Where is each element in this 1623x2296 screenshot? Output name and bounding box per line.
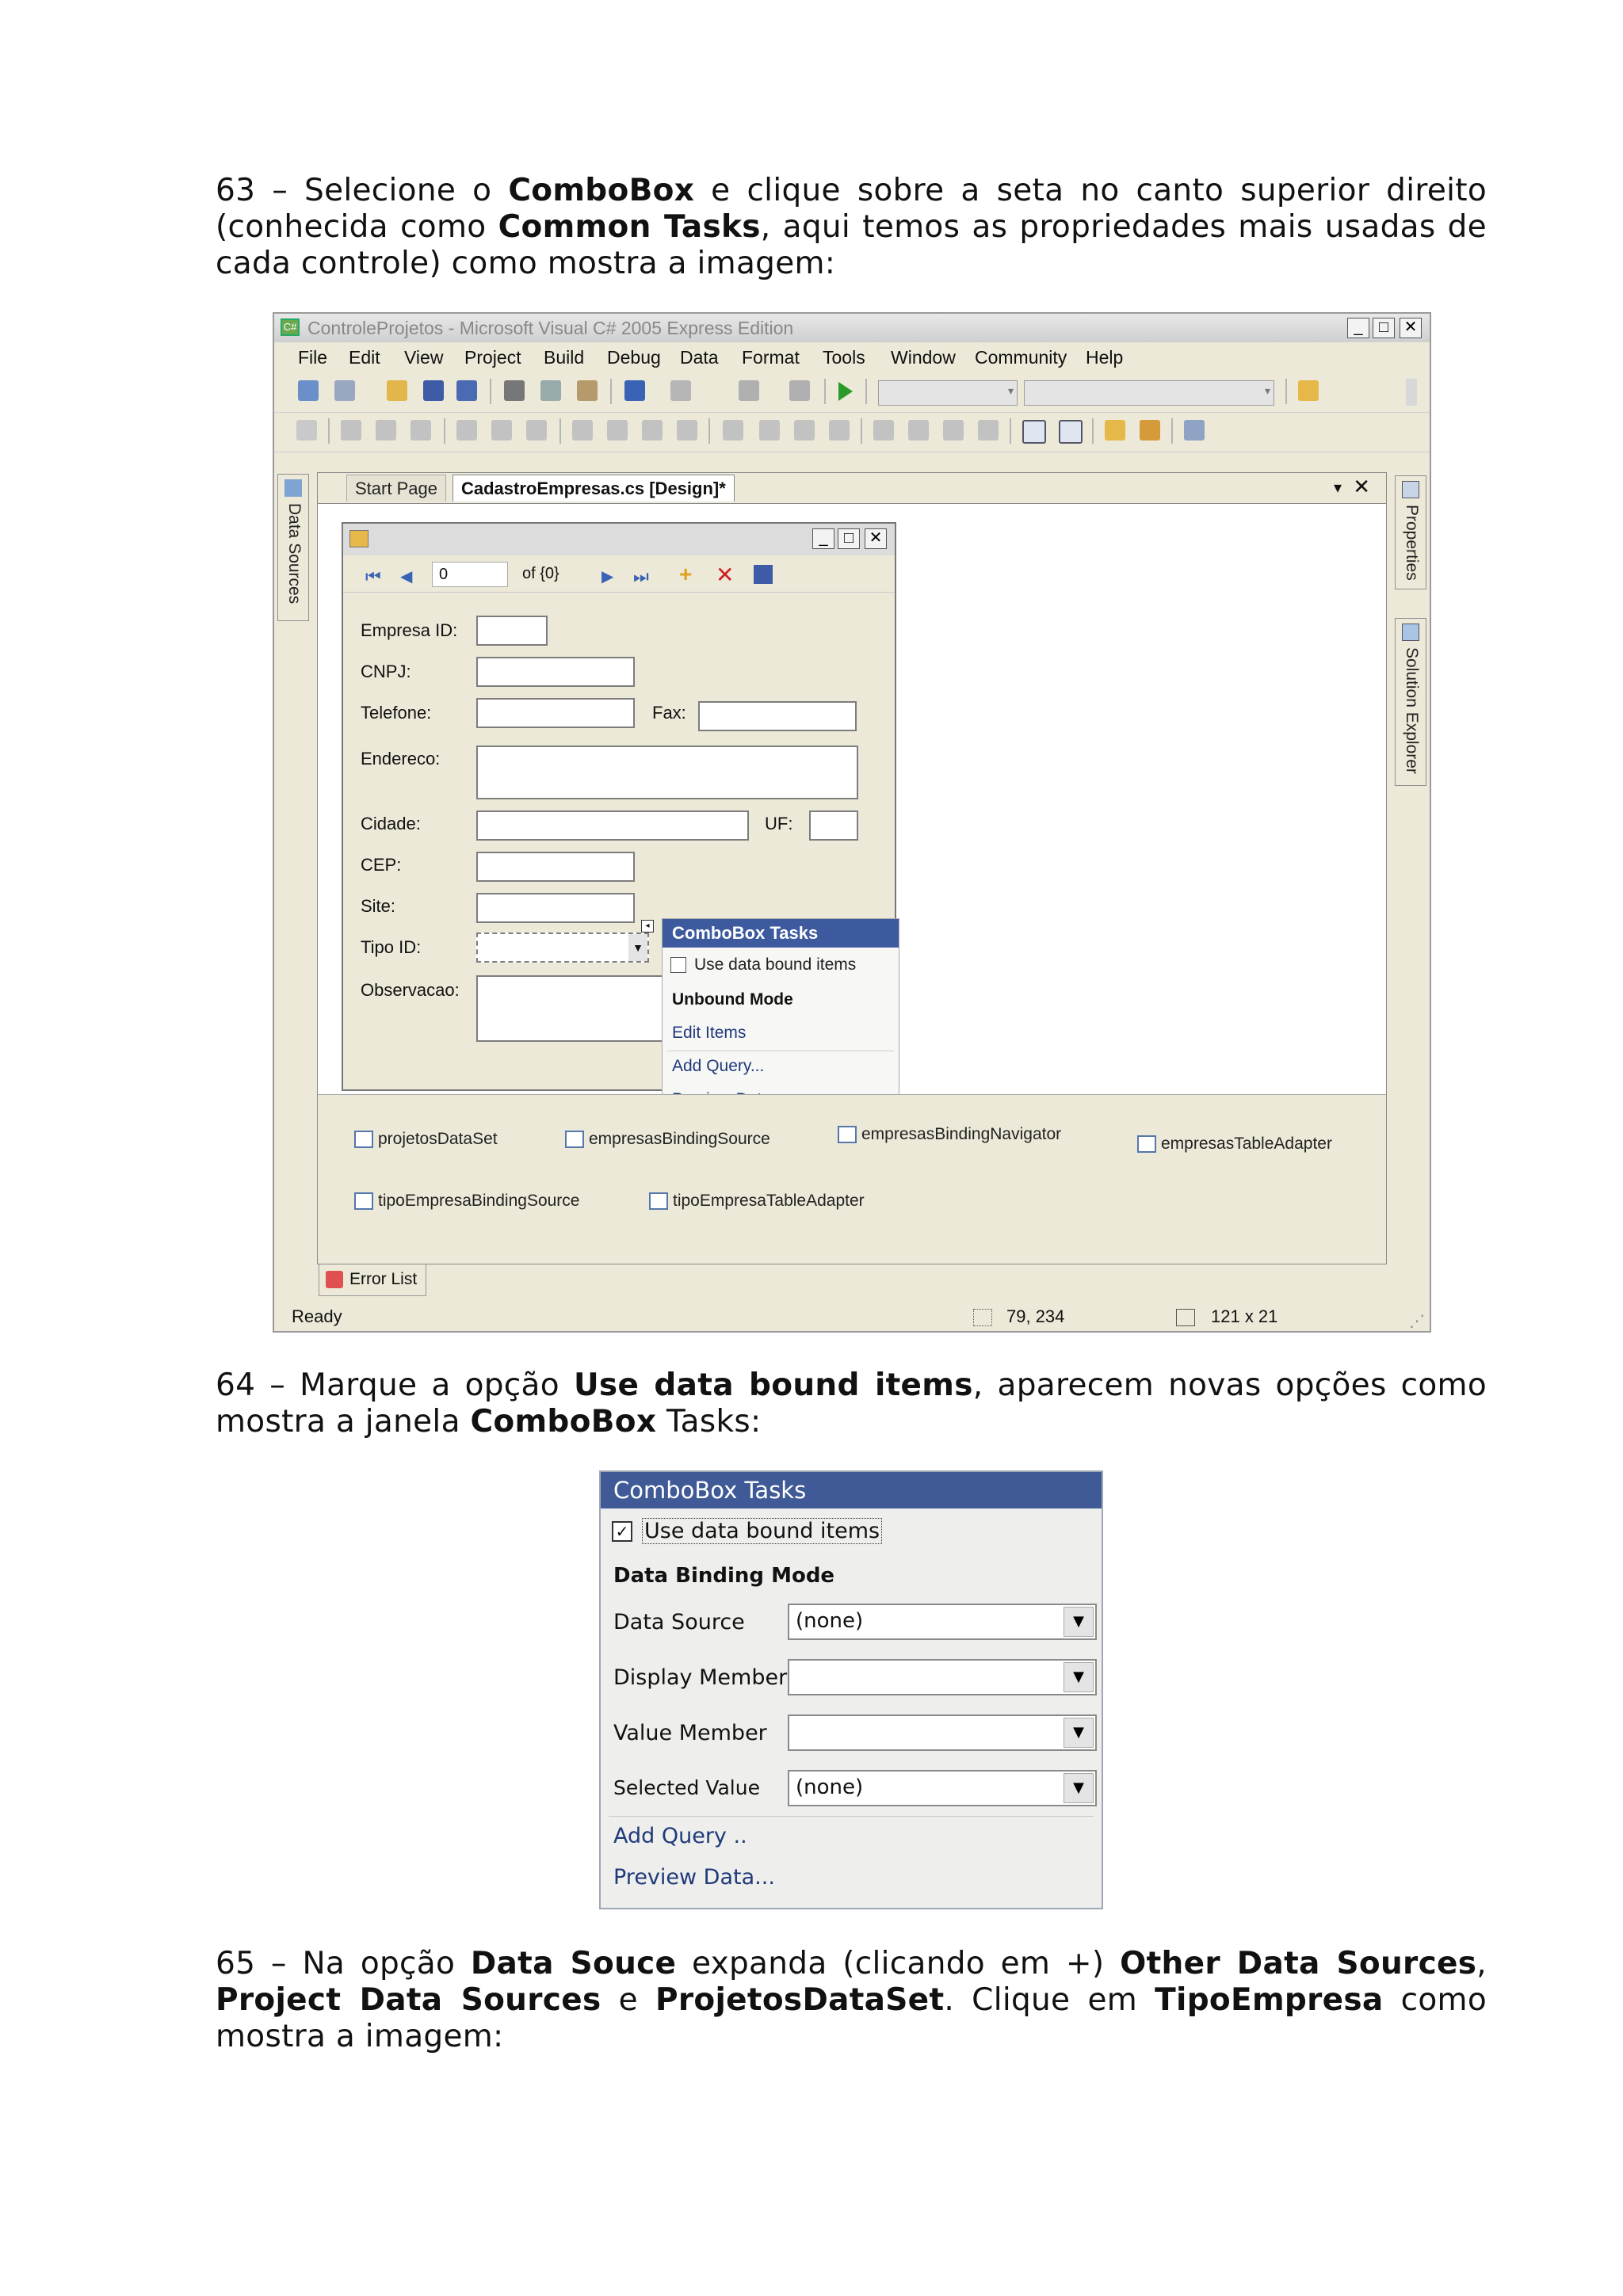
tray-empresas-binding-source[interactable] [565,1130,770,1149]
app-icon: C# [281,318,300,336]
data-sources-icon [285,479,302,497]
delete-icon[interactable]: ✕ [716,563,735,587]
selected-value-combo[interactable] [788,1770,1097,1806]
toolbar-separator [708,418,710,444]
data-sources-label: Data Sources [285,503,304,605]
cep-label: CEP: [361,855,402,875]
remove-vertical-spacing-icon[interactable] [978,420,999,441]
solution-explorer-icon[interactable] [1298,380,1319,401]
menu-project[interactable]: Project [464,347,521,368]
uf-textbox[interactable] [809,810,858,841]
data-binding-mode-heading: Data Binding Mode [613,1564,835,1588]
empresa-id-label: Empresa ID: [361,620,458,640]
use-data-bound-checkbox[interactable]: ✓ [612,1521,632,1542]
redo-icon[interactable] [670,380,691,401]
combobox-tasks-databound-panel [599,1470,1103,1909]
paste-icon[interactable] [577,380,598,401]
error-list-icon [326,1271,343,1288]
combobox-tasks-header: ComboBox Tasks [601,1472,1102,1508]
p65-bold: Project Data Sources [216,1982,601,2018]
menu-bar [274,342,1430,372]
position-icon [973,1309,992,1326]
dropdown-arrow-icon[interactable]: ▼ [1064,1662,1094,1692]
fax-label: Fax: [652,703,686,723]
tray-tipo-empresa-binding-source[interactable] [354,1192,579,1211]
form-close-button[interactable]: ✕ [865,528,887,549]
p65-text: e [601,1982,655,2018]
align-tops-icon[interactable] [456,420,477,441]
combobox-tasks-panel [662,918,899,1118]
align-centers-icon[interactable] [376,420,396,441]
find-combo[interactable] [1024,380,1274,406]
cnpj-textbox[interactable] [476,657,635,687]
navigate-backward-icon[interactable] [739,380,759,401]
tray-empresas-binding-navigator[interactable] [838,1125,1061,1144]
send-to-back-icon[interactable] [1140,420,1160,441]
add-query-link[interactable]: Add Query... [672,1057,765,1075]
combobox-tasks-header: ComboBox Tasks [663,919,899,948]
tab-cadastro-design[interactable]: CadastroEmpresas.cs [Design]* [453,475,735,502]
tipo-id-combobox[interactable] [476,933,649,963]
horizontal-spacing-icon[interactable] [723,420,743,441]
observacao-label: Observacao: [361,980,460,1000]
decrease-spacing-icon[interactable] [794,420,815,441]
move-previous-icon[interactable]: ◀ [400,568,413,585]
data-source-value: (none) [796,1609,864,1633]
tray-tipo-empresa-table-adapter[interactable] [649,1192,865,1211]
empresa-id-textbox[interactable] [476,616,548,646]
align-to-grid-icon[interactable] [296,420,317,441]
telefone-textbox[interactable] [476,698,635,728]
p65-text: como mostra a imagem: [216,1982,1487,2054]
navigate-forward-icon[interactable] [789,380,810,401]
fax-textbox[interactable] [698,701,857,731]
telefone-label: Telefone: [361,703,432,723]
dropdown-arrow-icon[interactable]: ▼ [1064,1773,1094,1803]
p65-text: . Clique em [944,1982,1155,2018]
status-bar [274,1302,1430,1331]
error-list-tab[interactable] [319,1264,426,1296]
start-debugging-icon[interactable] [838,382,853,401]
p65-text: , [1476,1946,1487,1981]
toolbar-separator [490,379,491,404]
tab-order-icon[interactable] [1184,420,1205,441]
combobox-dropdown-icon[interactable]: ▼ [628,934,647,961]
vertical-spacing-icon[interactable] [873,420,894,441]
close-button[interactable]: ✕ [1400,318,1422,338]
data-source-combo[interactable] [788,1604,1097,1640]
binding-navigator-icon [838,1126,857,1143]
smart-tag-arrow-icon[interactable]: ◂ [641,920,654,933]
binding-source-icon [354,1192,373,1210]
p64-bold: ComboBox [470,1404,657,1440]
paragraph-65 [216,1946,1487,2055]
selected-value-label: Selected Value [613,1776,760,1799]
tray-label: projetosDataSet [378,1130,498,1148]
resize-grip-icon[interactable]: ⋰ [1409,1313,1425,1330]
menu-format[interactable]: Format [742,347,800,368]
toolbar-separator [865,379,867,404]
table-adapter-icon [1137,1135,1156,1153]
menu-file[interactable]: File [298,347,328,368]
solution-explorer-icon [1402,624,1419,641]
toolbar-separator [328,418,330,444]
center-horizontally-icon[interactable] [1022,420,1046,444]
save-items-icon[interactable] [754,565,773,584]
binding-navigator [343,557,895,593]
p65-bold: TipoEmpresa [1155,1982,1384,2018]
cidade-label: Cidade: [361,814,421,833]
table-adapter-icon [649,1192,668,1210]
save-all-icon[interactable] [456,380,477,401]
decrease-vertical-spacing-icon[interactable] [943,420,964,441]
p65-text: 65 – Na opção [216,1946,471,1981]
dropdown-arrow-icon[interactable]: ▼ [1064,1607,1094,1637]
p63-text: e clique sobre a seta no canto superior direito (conhecida como [216,173,1487,245]
tray-label: empresasBindingNavigator [861,1125,1062,1143]
menu-tools[interactable]: Tools [823,347,865,368]
p64-text: Tasks: [656,1404,762,1440]
solution-explorer-tab[interactable] [1395,618,1426,786]
align-middles-icon[interactable] [491,420,512,441]
tipo-id-label: Tipo ID: [361,937,422,957]
layout-toolbar [274,412,1430,452]
p63-bold: Common Tasks [498,209,761,245]
form-titlebar [343,524,895,555]
selected-value-value: (none) [796,1775,864,1799]
tasks-divider [609,1816,1094,1817]
window-titlebar [274,314,1430,342]
display-member-label: Display Member [613,1665,788,1690]
dataset-icon [354,1131,373,1148]
increase-spacing-icon[interactable] [759,420,780,441]
p65-text: expanda (clicando em +) [676,1946,1121,1981]
endereco-textbox[interactable] [476,746,858,799]
status-position: 79, 234 [1006,1306,1065,1326]
add-new-icon[interactable]: + [679,562,693,586]
toolbar-separator [1285,379,1287,404]
properties-tab[interactable] [1395,475,1426,589]
site-label: Site: [361,896,396,916]
cnpj-label: CNPJ: [361,662,411,681]
value-member-combo[interactable] [788,1714,1097,1751]
add-query-link[interactable]: Add Query .. [613,1824,747,1848]
menu-edit[interactable]: Edit [349,347,380,368]
move-first-icon[interactable]: ⏮ [365,566,381,586]
align-lefts-icon[interactable] [341,420,361,441]
p64-text: , aparecem novas opções como mostra a janela [216,1367,1487,1440]
tab-list-dropdown-icon[interactable]: ▾ [1333,479,1342,497]
toolbar-separator [610,379,612,404]
align-bottoms-icon[interactable] [526,420,547,441]
toolbar-separator [824,379,826,404]
maximize-button[interactable]: □ [1373,318,1395,338]
undo-icon[interactable] [624,380,645,401]
cut-icon[interactable] [504,380,525,401]
menu-community[interactable]: Community [975,347,1067,368]
form-maximize-button[interactable]: □ [838,528,860,549]
use-data-bound-label[interactable]: Use data bound items [642,1518,882,1544]
p63-text: , aqui temos as propriedades mais usadas de cada controle) como mostra a imagem: [216,209,1487,281]
menu-view[interactable]: View [404,347,444,368]
menu-debug[interactable]: Debug [607,347,661,368]
use-data-bound-label[interactable]: Use data bound items [694,955,857,974]
form-minimize-button[interactable]: _ [812,528,834,549]
add-item-icon[interactable] [334,380,355,401]
edit-items-link[interactable]: Edit Items [672,1024,747,1042]
display-member-combo[interactable] [788,1659,1097,1695]
cidade-textbox[interactable] [476,810,749,841]
designer-document [317,472,1387,1264]
p65-bold: Other Data Sources [1120,1946,1477,1981]
make-same-size-icon[interactable] [677,420,697,441]
tray-projetos-dataset[interactable] [354,1130,498,1149]
p64-text: 64 – Marque a opção [216,1367,574,1403]
minimize-button[interactable]: _ [1347,318,1369,338]
preview-data-link[interactable]: Preview Data... [613,1865,775,1890]
p63-bold: ComboBox [508,173,695,208]
document-tabstrip [318,473,1386,504]
toolbar-separator [1010,418,1011,444]
toolbar-separator [444,418,445,444]
tray-empresas-table-adapter[interactable] [1137,1135,1332,1154]
align-rights-icon[interactable] [411,420,431,441]
component-tray [318,1094,1386,1264]
toolbar-separator [1171,418,1173,444]
toolbar-separator [861,418,862,444]
menu-build[interactable]: Build [544,347,585,368]
p63-text: 63 – Selecione o [216,173,509,208]
standard-toolbar [274,372,1430,413]
move-next-icon[interactable]: ▶ [601,568,614,585]
solution-explorer-label: Solution Explorer [1403,647,1421,774]
move-last-icon[interactable]: ⏭ [633,566,649,586]
p65-bold: Data Souce [470,1946,677,1981]
form-icon [349,530,369,547]
menu-help[interactable]: Help [1086,347,1124,368]
copy-icon[interactable] [540,380,561,401]
position-item-input[interactable]: 0 [432,562,508,587]
size-icon [1176,1309,1195,1326]
use-data-bound-checkbox[interactable] [670,957,686,973]
status-ready: Ready [292,1306,342,1326]
size-to-grid-icon[interactable] [607,420,628,441]
remove-spacing-icon[interactable] [829,420,850,441]
unbound-mode-heading: Unbound Mode [672,990,793,1009]
error-list-label: Error List [349,1270,418,1288]
endereco-label: Endereco: [361,749,441,769]
dropdown-arrow-icon[interactable]: ▼ [1064,1718,1094,1748]
close-document-icon[interactable]: ✕ [1353,475,1370,498]
tray-label: tipoEmpresaBindingSource [378,1192,580,1210]
save-icon[interactable] [423,380,444,401]
make-same-height-icon[interactable] [642,420,663,441]
properties-label: Properties [1403,505,1421,581]
properties-icon [1402,481,1419,498]
p64-bold: Use data bound items [573,1367,973,1403]
tray-label: empresasTableAdapter [1161,1135,1332,1153]
tray-label: tipoEmpresaTableAdapter [673,1192,865,1210]
cep-textbox[interactable] [476,852,635,882]
bring-to-front-icon[interactable] [1105,420,1125,441]
visual-studio-window [273,312,1431,1333]
solution-configuration-combo[interactable] [878,380,1018,406]
data-source-label: Data Source [613,1610,745,1634]
new-project-icon[interactable] [298,380,319,401]
data-sources-tab[interactable] [277,474,309,621]
window-title: ControleProjetos - Microsoft Visual C# 2005 Express Edition [307,318,794,338]
toolbar-separator [1092,418,1094,444]
tray-label: empresasBindingSource [589,1130,770,1148]
uf-label: UF: [765,814,793,833]
p65-bold: ProjetosDataSet [655,1982,945,2018]
menu-data[interactable]: Data [680,347,719,368]
make-same-width-icon[interactable] [572,420,593,441]
increase-vertical-spacing-icon[interactable] [908,420,929,441]
toolbar-separator [559,418,561,444]
paragraph-63 [216,173,1487,282]
status-size: 121 x 21 [1211,1306,1278,1326]
toolbar-overflow-icon[interactable] [1406,379,1417,406]
center-vertically-icon[interactable] [1059,420,1083,444]
binding-source-icon [565,1131,584,1148]
count-item: of {0} [522,565,559,582]
paragraph-64 [216,1367,1487,1440]
site-textbox[interactable] [476,893,635,923]
value-member-label: Value Member [613,1721,767,1745]
tab-start-page[interactable]: Start Page [346,475,446,502]
open-folder-icon[interactable] [387,380,407,401]
menu-window[interactable]: Window [891,347,956,368]
